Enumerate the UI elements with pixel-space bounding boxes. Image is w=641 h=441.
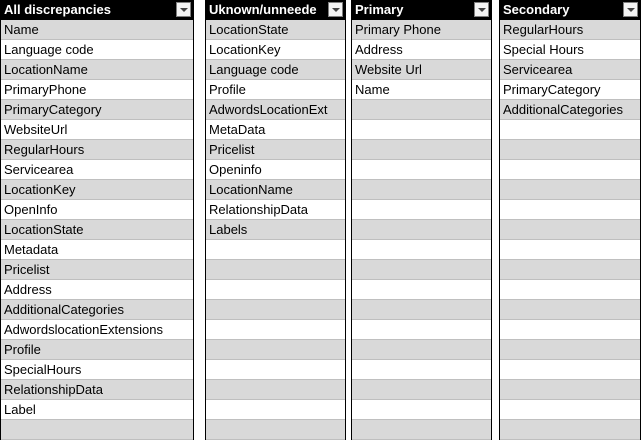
- table-cell[interactable]: [206, 380, 345, 400]
- table-cell[interactable]: [206, 420, 345, 440]
- table-header-primary[interactable]: [352, 0, 491, 20]
- table-all-discrepancies: [0, 0, 194, 440]
- table-cell[interactable]: [206, 240, 345, 260]
- table-cell[interactable]: [500, 340, 640, 360]
- table-cell[interactable]: [500, 140, 640, 160]
- table-cell[interactable]: [500, 300, 640, 320]
- table-cell[interactable]: [500, 220, 640, 240]
- table-cell[interactable]: Pricelist: [1, 260, 193, 280]
- table-cell[interactable]: [352, 140, 491, 160]
- table-cell[interactable]: [500, 400, 640, 420]
- table-cell[interactable]: [352, 360, 491, 380]
- table-cell[interactable]: WebsiteUrl: [1, 120, 193, 140]
- table-cell[interactable]: Name: [1, 20, 193, 40]
- table-cell[interactable]: [500, 360, 640, 380]
- table-cell[interactable]: LocationName: [1, 60, 193, 80]
- table-cell[interactable]: [352, 280, 491, 300]
- table-cell[interactable]: [352, 100, 491, 120]
- table-cell[interactable]: [206, 360, 345, 380]
- table-body: [206, 20, 345, 440]
- table-cell[interactable]: SpecialHours: [1, 360, 193, 380]
- table-secondary: [499, 0, 641, 440]
- table-cell[interactable]: Language code: [206, 60, 345, 80]
- table-cell[interactable]: AdwordsLocationExt: [206, 100, 345, 120]
- table-cell[interactable]: PrimaryPhone: [1, 80, 193, 100]
- table-cell[interactable]: Servicearea: [500, 60, 640, 80]
- table-cell[interactable]: [352, 240, 491, 260]
- table-cell[interactable]: Website Url: [352, 60, 491, 80]
- table-cell[interactable]: AdditionalCategories: [500, 100, 640, 120]
- table-cell[interactable]: Profile: [1, 340, 193, 360]
- table-cell[interactable]: LocationState: [1, 220, 193, 240]
- table-cell[interactable]: Special Hours: [500, 40, 640, 60]
- chevron-down-icon: [180, 8, 188, 12]
- table-cell[interactable]: LocationKey: [206, 40, 345, 60]
- table-cell[interactable]: Metadata: [1, 240, 193, 260]
- table-cell[interactable]: RegularHours: [1, 140, 193, 160]
- table-cell[interactable]: Address: [352, 40, 491, 60]
- chevron-down-icon: [478, 8, 486, 12]
- table-cell[interactable]: [500, 120, 640, 140]
- chevron-down-icon: [627, 8, 635, 12]
- table-header-unknown-unneeded[interactable]: [206, 0, 345, 20]
- table-header-secondary[interactable]: [500, 0, 640, 20]
- table-cell[interactable]: [500, 180, 640, 200]
- table-cell[interactable]: [352, 220, 491, 240]
- table-cell[interactable]: LocationName: [206, 180, 345, 200]
- filter-dropdown-button[interactable]: [176, 2, 191, 17]
- table-cell[interactable]: Servicearea: [1, 160, 193, 180]
- table-unknown-unneeded: [205, 0, 346, 440]
- header-label: Primary: [355, 2, 404, 17]
- table-cell[interactable]: [352, 300, 491, 320]
- table-cell[interactable]: RegularHours: [500, 20, 640, 40]
- table-cell[interactable]: [500, 200, 640, 220]
- table-cell[interactable]: RelationshipData: [206, 200, 345, 220]
- table-header-all-discrepancies[interactable]: [1, 0, 193, 20]
- chevron-down-icon: [332, 8, 340, 12]
- filter-dropdown-button[interactable]: [474, 2, 489, 17]
- filter-dropdown-button[interactable]: [328, 2, 343, 17]
- table-cell[interactable]: MetaData: [206, 120, 345, 140]
- table-cell[interactable]: [206, 280, 345, 300]
- table-primary: [351, 0, 492, 440]
- table-cell[interactable]: [352, 160, 491, 180]
- table-cell[interactable]: [500, 260, 640, 280]
- table-cell[interactable]: Openinfo: [206, 160, 345, 180]
- table-cell[interactable]: [352, 420, 491, 440]
- table-cell[interactable]: PrimaryCategory: [1, 100, 193, 120]
- table-cell[interactable]: [500, 240, 640, 260]
- table-cell[interactable]: PrimaryCategory: [500, 80, 640, 100]
- table-cell[interactable]: Language code: [1, 40, 193, 60]
- table-cell[interactable]: [206, 400, 345, 420]
- table-cell[interactable]: [352, 400, 491, 420]
- filter-dropdown-button[interactable]: [623, 2, 638, 17]
- table-cell[interactable]: RelationshipData: [1, 380, 193, 400]
- table-cell[interactable]: OpenInfo: [1, 200, 193, 220]
- table-cell[interactable]: [352, 320, 491, 340]
- header-label: Secondary: [503, 2, 570, 17]
- table-cell[interactable]: [352, 180, 491, 200]
- table-cell[interactable]: [500, 380, 640, 400]
- table-cell[interactable]: Name: [352, 80, 491, 100]
- table-cell[interactable]: [352, 340, 491, 360]
- table-cell[interactable]: [206, 320, 345, 340]
- table-cell[interactable]: AdwordslocationExtensions: [1, 320, 193, 340]
- table-cell[interactable]: Labels: [206, 220, 345, 240]
- table-cell[interactable]: Address: [1, 280, 193, 300]
- table-cell[interactable]: LocationState: [206, 20, 345, 40]
- table-body: [500, 20, 640, 440]
- table-cell[interactable]: Pricelist: [206, 140, 345, 160]
- table-cell[interactable]: Profile: [206, 80, 345, 100]
- table-cell[interactable]: AdditionalCategories: [1, 300, 193, 320]
- table-cell[interactable]: Primary Phone: [352, 20, 491, 40]
- header-label: Uknown/unneede: [209, 2, 317, 17]
- table-cell[interactable]: [206, 340, 345, 360]
- table-cell[interactable]: [1, 420, 193, 440]
- table-cell[interactable]: [500, 320, 640, 340]
- table-cell[interactable]: [500, 160, 640, 180]
- table-body: [1, 20, 193, 440]
- table-cell[interactable]: [500, 280, 640, 300]
- table-cell[interactable]: Label: [1, 400, 193, 420]
- header-label: All discrepancies: [4, 2, 111, 17]
- table-body: [352, 20, 491, 440]
- table-cell[interactable]: [352, 120, 491, 140]
- table-cell[interactable]: [206, 260, 345, 280]
- table-cell[interactable]: [206, 300, 345, 320]
- table-cell[interactable]: [352, 260, 491, 280]
- table-cell[interactable]: [352, 200, 491, 220]
- table-cell[interactable]: [500, 420, 640, 440]
- table-cell[interactable]: [352, 380, 491, 400]
- table-cell[interactable]: LocationKey: [1, 180, 193, 200]
